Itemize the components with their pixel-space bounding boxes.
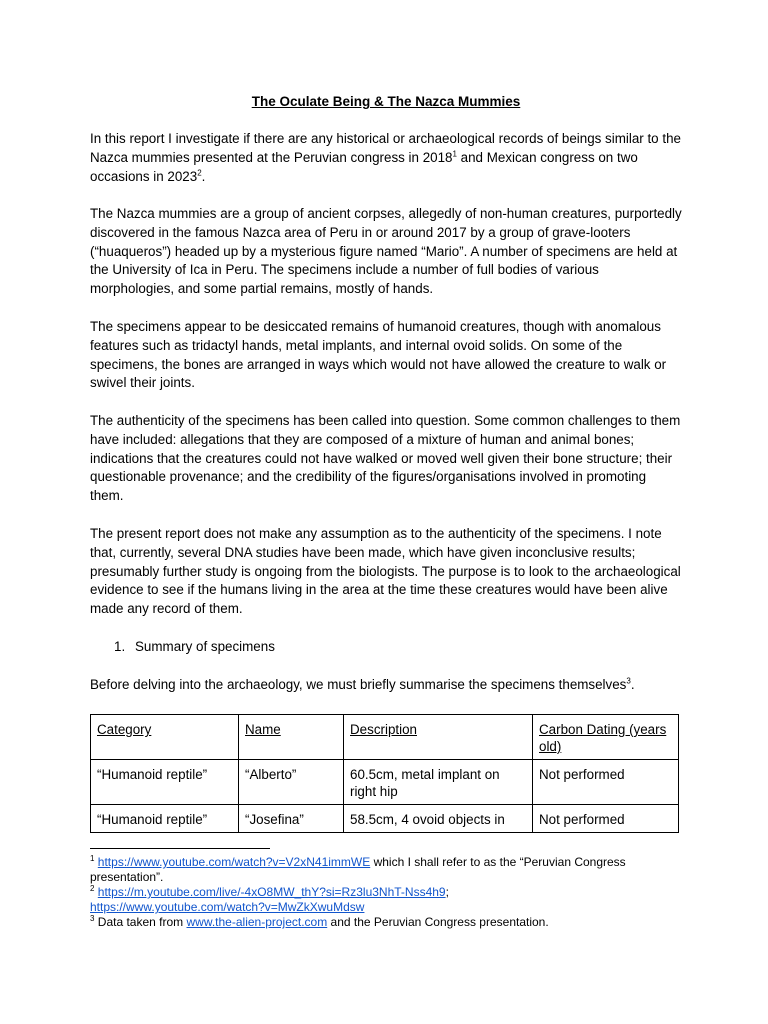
cell-name: “Alberto”	[239, 760, 344, 805]
specimen-table	[90, 714, 679, 833]
paragraph-nazca-mummies: The Nazca mummies are a group of ancient corpses, allegedly of non-human creatures, purportedly discovered in the famous Nazca area of Peru in or around 2017 by a group of grave-looters (“huaqueros”) headed up by a mysterious figure named “Mario”. A number of specimens are held at the University of Ica in Peru. The specimens include a number of full bodies of various morphologies, and some partial remains, mostly of hands.	[90, 206, 682, 297]
header-name: Name	[239, 715, 344, 760]
document-title: The Oculate Being & The Nazca Mummies	[251, 94, 521, 109]
intro-paragraph: In this report I investigate if there are any historical or archaeological records of beings similar to the Nazca mummies presented at the Peruvian congress in 2018$^1$ and Mexican congress on two occasions in 2023$^2$.	[90, 131, 681, 184]
table-row	[91, 805, 679, 833]
footnote-ref-2[interactable]: 2	[197, 168, 202, 178]
header-carbon-dating: Carbon Dating (years old)	[533, 715, 679, 760]
footnote-3: $^3$ Data taken from www.the-alien-project.com and the Peruvian Congress presentation.	[90, 914, 549, 929]
footnote-2-link-2[interactable]: https://www.youtube.com/watch?v=MwZkXwuMdsw	[90, 900, 365, 915]
footnote-1-link[interactable]: https://www.youtube.com/watch?v=V2xN41immWE	[97, 855, 371, 869]
footnote-2: $^2$ https://m.youtube.com/live/-4xO8MW_thY?si=Rz3lu3NhT-Nss4h9; https://www.youtube.com/watch?v=MwZkXwuMdsw	[90, 884, 449, 915]
footnote-3-link[interactable]: www.the-alien-project.com	[186, 915, 328, 929]
cell-carbon-dating: Not performed	[533, 805, 679, 833]
header-description: Description	[344, 715, 533, 760]
table-header-row	[91, 715, 679, 760]
footnote-ref-1[interactable]: 1	[452, 149, 457, 159]
table-row	[91, 760, 679, 805]
cell-description: 60.5cm, metal implant on right hip	[344, 760, 533, 805]
cell-category: “Humanoid reptile”	[91, 805, 239, 833]
paragraph-report-purpose: The present report does not make any assumption as to the authenticity of the specimens. I note that, currently, several DNA studies have been made, which have given inconclusive results; presumably further study is ongoing from the biologists. The purpose is to look to the archaeological evidence to see if the humans living in the area at the time these creatures would have been alive made any record of them.	[90, 526, 681, 617]
list-text: Summary of specimens	[135, 639, 275, 654]
list-number: 1.	[114, 639, 126, 654]
paragraph-specimen-features: The specimens appear to be desiccated remains of humanoid creatures, though with anomalous features such as tridactyl hands, metal implants, and internal ovoid solids. On some of the specimens, the bones are arranged in ways which would not have allowed the creature to walk or swivel their joints.	[90, 319, 667, 391]
footnote-divider	[90, 848, 270, 849]
footnote-2-link-1[interactable]: https://m.youtube.com/live/-4xO8MW_thY?si=Rz3lu3NhT-Nss4h9	[97, 885, 446, 899]
paragraph-authenticity: The authenticity of the specimens has been called into question. Some common challenges to them have included: allegations that they are composed of a mixture of human and animal bones; indications that the creatures could not have walked or moved well given their bone structure; their questionable provenance; and the credibility of the figures/organisations involved in promoting them.	[90, 413, 681, 504]
paragraph-summary-intro: Before delving into the archaeology, we must briefly summarise the specimens themselves$^3$.	[90, 676, 635, 692]
cell-description: 58.5cm, 4 ovoid objects in	[344, 805, 533, 833]
footnote-1: $^1$ https://www.youtube.com/watch?v=V2xN41immWE which I shall refer to as the “Peruvian Congress presentation”.	[90, 854, 626, 885]
cell-name: “Josefina”	[239, 805, 344, 833]
cell-category: “Humanoid reptile”	[91, 760, 239, 805]
cell-carbon-dating: Not performed	[533, 760, 679, 805]
footnote-ref-3[interactable]: 3	[626, 676, 631, 686]
header-category: Category	[91, 715, 239, 760]
